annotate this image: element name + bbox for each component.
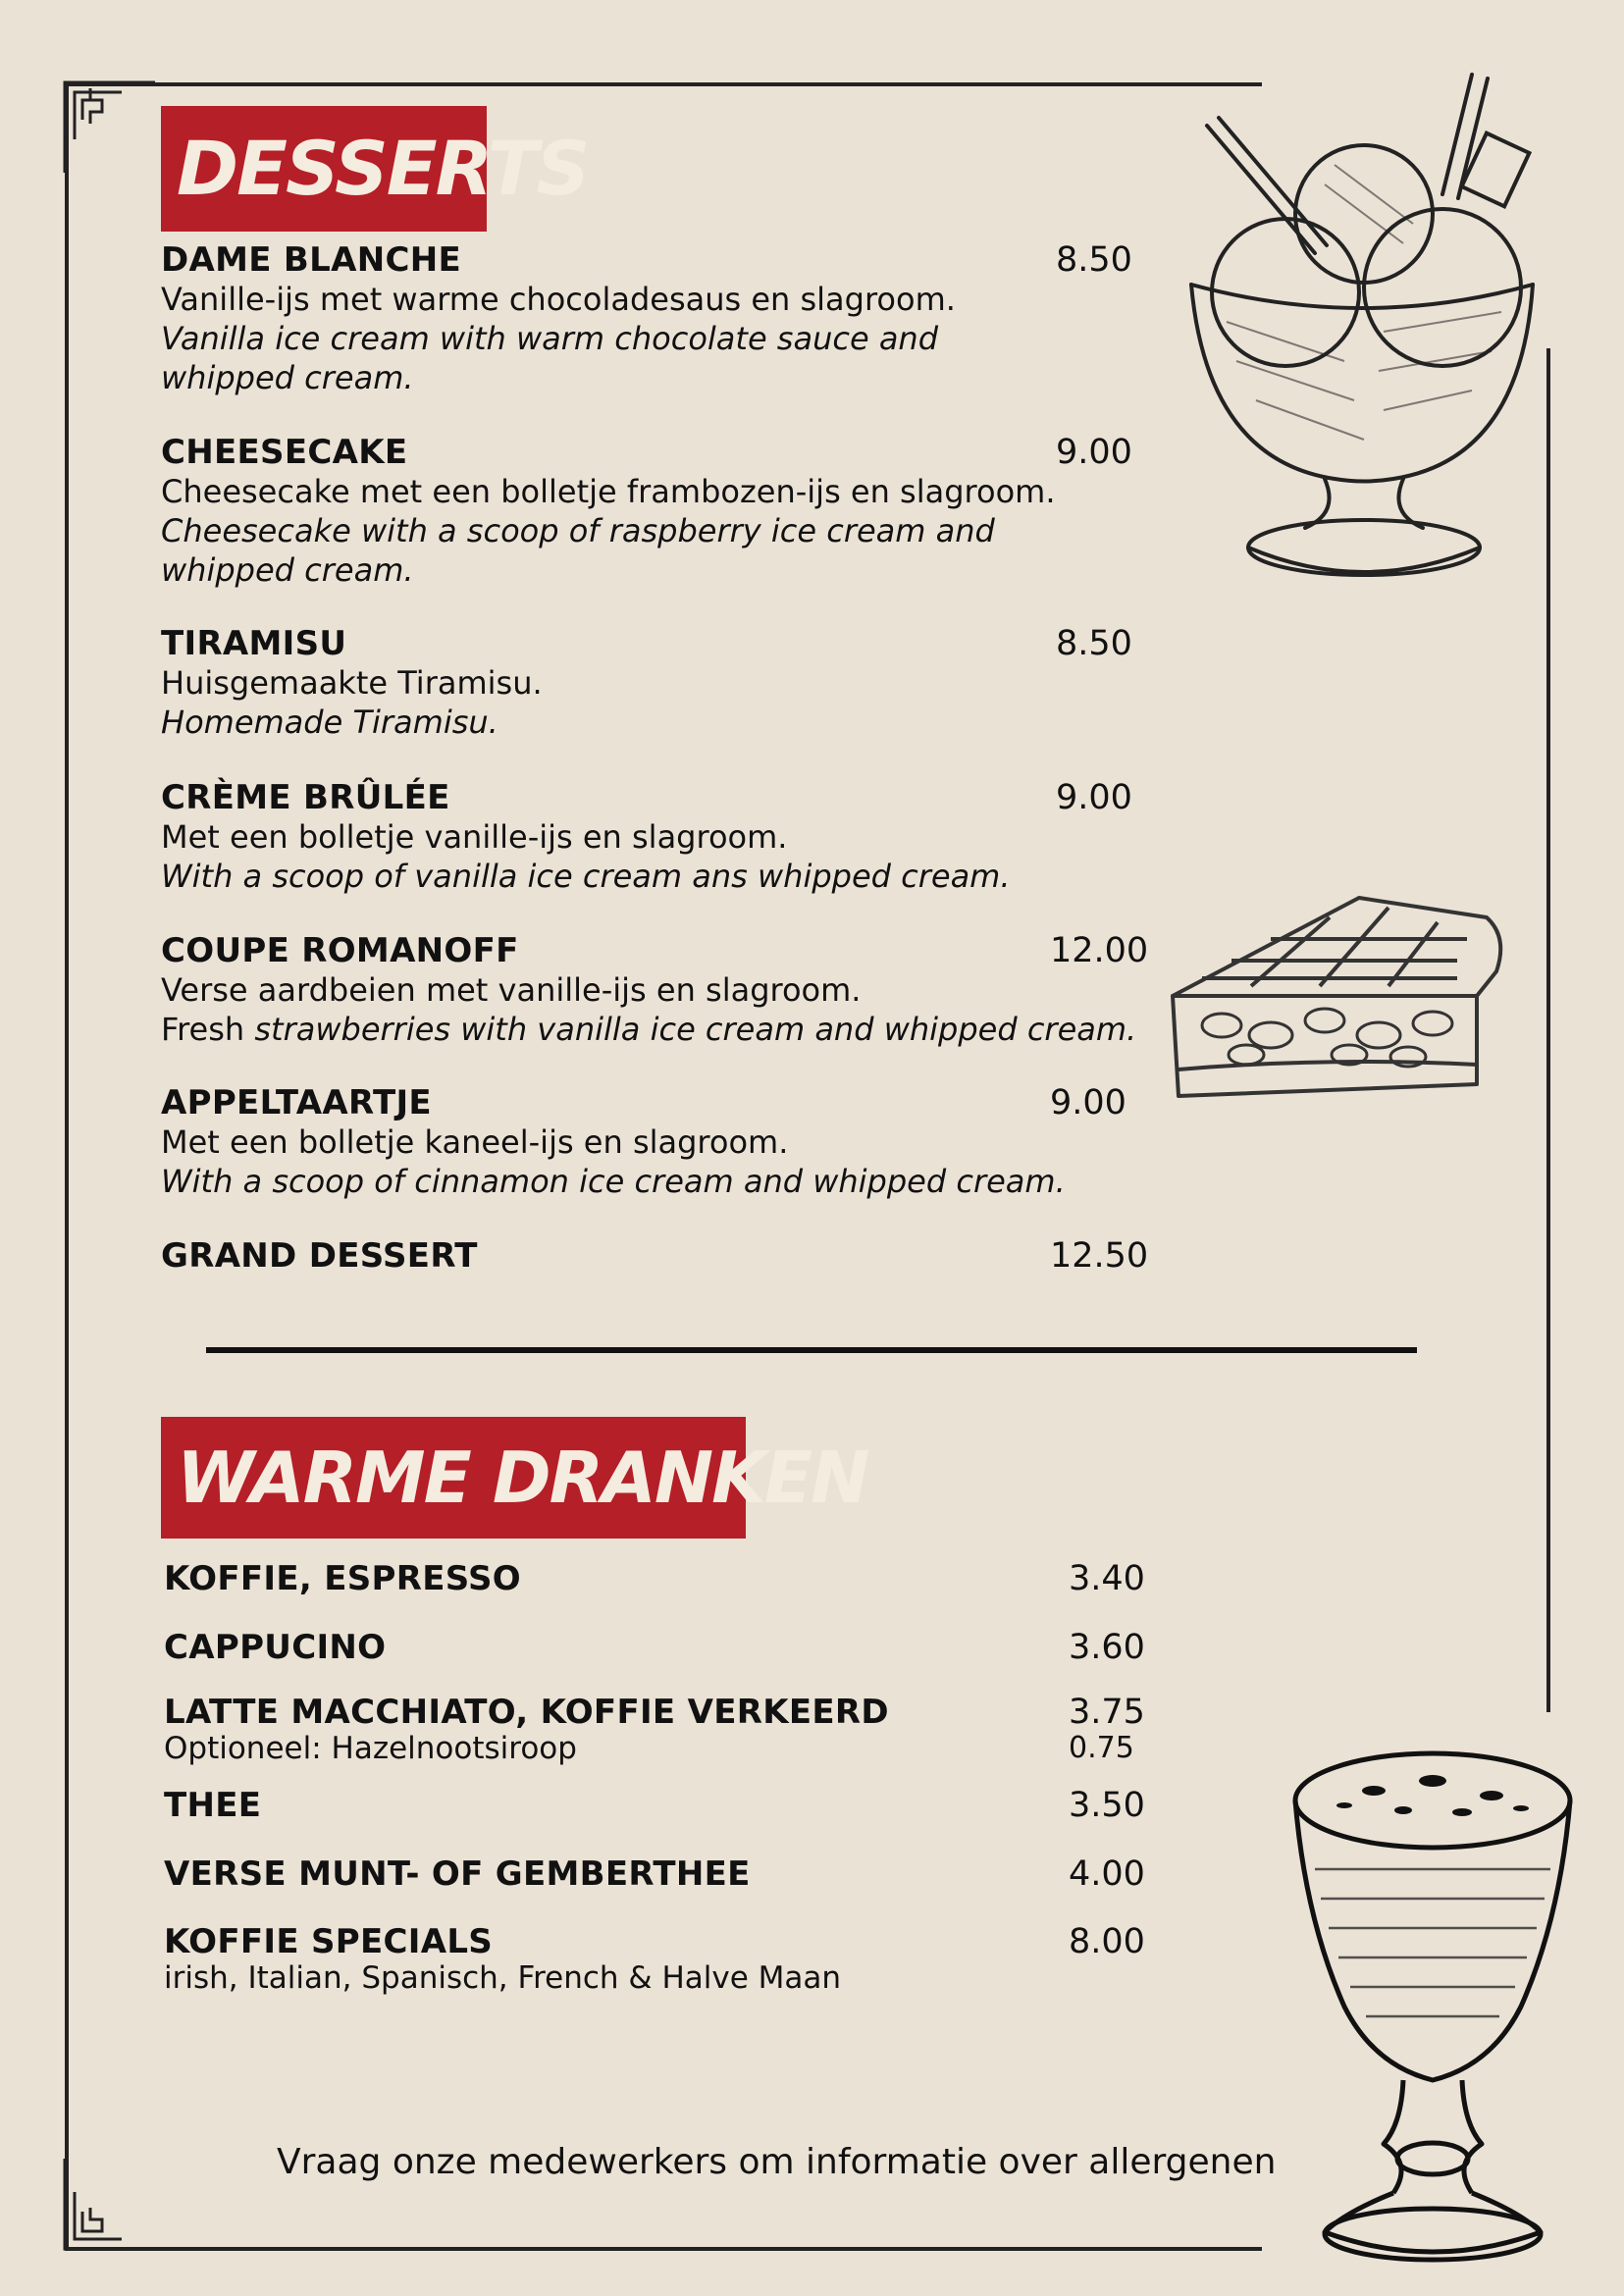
menu-item [161, 778, 1142, 896]
menu-item [164, 1786, 1155, 1825]
item-price: 3.60 [1069, 1628, 1145, 1667]
option-row [164, 1732, 1155, 1765]
item-name: KOFFIE SPECIALS [164, 1922, 494, 1961]
item-name: LATTE MACCHIATO, KOFFIE VERKEERD [164, 1693, 889, 1732]
item-name: KOFFIE, ESPRESSO [164, 1559, 521, 1598]
item-description-en: Cheesecake with a scoop of raspberry ice cream and whipped cream. [161, 512, 995, 589]
item-description-nl: Verse aardbeien met vanille-ijs en slagroom. [161, 971, 862, 1009]
item-price: 12.00 [1050, 931, 1149, 970]
option-price: 0.75 [1069, 1731, 1134, 1765]
coffee-glass-icon [1285, 1742, 1580, 2276]
corner-ornament-icon [63, 80, 157, 175]
item-description-nl: Vanille-ijs met warme chocoladesaus en slagroom. [161, 281, 956, 318]
item-description-nl: Met een bolletje vanille-ijs en slagroom. [161, 818, 788, 856]
item-name: COUPE ROMANOFF [161, 931, 519, 970]
item-price: 3.75 [1069, 1693, 1145, 1732]
item-price: 4.00 [1069, 1854, 1145, 1894]
menu-item [161, 240, 1142, 397]
item-price: 9.00 [1050, 1083, 1126, 1122]
item-name: VERSE MUNT- OF GEMBERTHEE [164, 1854, 751, 1894]
menu-item [164, 1693, 1155, 1765]
item-name: GRAND DESSERT [161, 1236, 478, 1276]
item-description-en: With a scoop of vanilla ice cream ans whipped cream. [161, 858, 1011, 895]
desserts-heading: DESSERTS [161, 106, 487, 232]
menu-item [164, 1854, 1155, 1894]
frame-left-line [65, 82, 69, 2251]
menu-item [161, 1236, 1149, 1276]
item-name: DAME BLANCHE [161, 240, 462, 280]
item-price: 9.00 [1056, 778, 1132, 817]
warm-drinks-heading: WARME DRANKEN [161, 1417, 746, 1539]
menu-item [164, 1922, 1155, 1995]
item-description-nl: Cheesecake met een bolletje frambozen-ijs en slagroom. [161, 473, 1056, 510]
option-label: Optioneel: Hazelnootsiroop [164, 1731, 577, 1766]
item-price: 12.50 [1050, 1236, 1149, 1276]
item-name: CAPPUCINO [164, 1628, 387, 1667]
menu-item [164, 1559, 1155, 1598]
item-price: 9.00 [1056, 433, 1132, 472]
description-italic: strawberries with vanilla ice cream and whipped cream. [254, 1011, 1137, 1048]
item-name: TIRAMISU [161, 624, 347, 663]
item-description-nl: Huisgemaakte Tiramisu. [161, 664, 543, 702]
item-price: 8.00 [1069, 1922, 1145, 1961]
allergen-notice: Vraag onze medewerkers om informatie over allergenen [277, 2142, 1277, 2182]
frame-bottom-line [65, 2247, 1262, 2251]
item-description-en: Homemade Tiramisu. [161, 704, 498, 741]
item-price: 3.50 [1069, 1786, 1145, 1825]
item-name: THEE [164, 1786, 262, 1825]
menu-item [161, 433, 1142, 590]
item-description-nl: Met een bolletje kaneel-ijs en slagroom. [161, 1123, 789, 1161]
item-description-en: Vanilla ice cream with warm chocolate sauce and whipped cream. [161, 320, 939, 396]
menu-item [161, 624, 1142, 742]
item-name: APPELTAARTJE [161, 1083, 432, 1122]
item-description-en [161, 1010, 1142, 1049]
item-name: CRÈME BRÛLÉE [161, 778, 450, 817]
item-name: CHEESECAKE [161, 433, 408, 472]
frame-top-line [65, 82, 1262, 86]
pie-slice-icon [1163, 878, 1511, 1104]
item-description-en: With a scoop of cinnamon ice cream and whipped cream. [161, 1163, 1066, 1200]
section-divider [206, 1347, 1417, 1353]
item-note: irish, Italian, Spanisch, French & Halve Maan [164, 1960, 842, 1996]
description-prefix: Fresh [161, 1011, 255, 1048]
menu-item [164, 1628, 1155, 1667]
ice-cream-sundae-icon [1178, 67, 1550, 587]
corner-ornament-icon [63, 2157, 157, 2251]
item-price: 8.50 [1056, 624, 1132, 663]
menu-item [161, 1083, 1142, 1201]
menu-item [161, 931, 1149, 1049]
item-price: 8.50 [1056, 240, 1132, 280]
item-price: 3.40 [1069, 1559, 1145, 1598]
